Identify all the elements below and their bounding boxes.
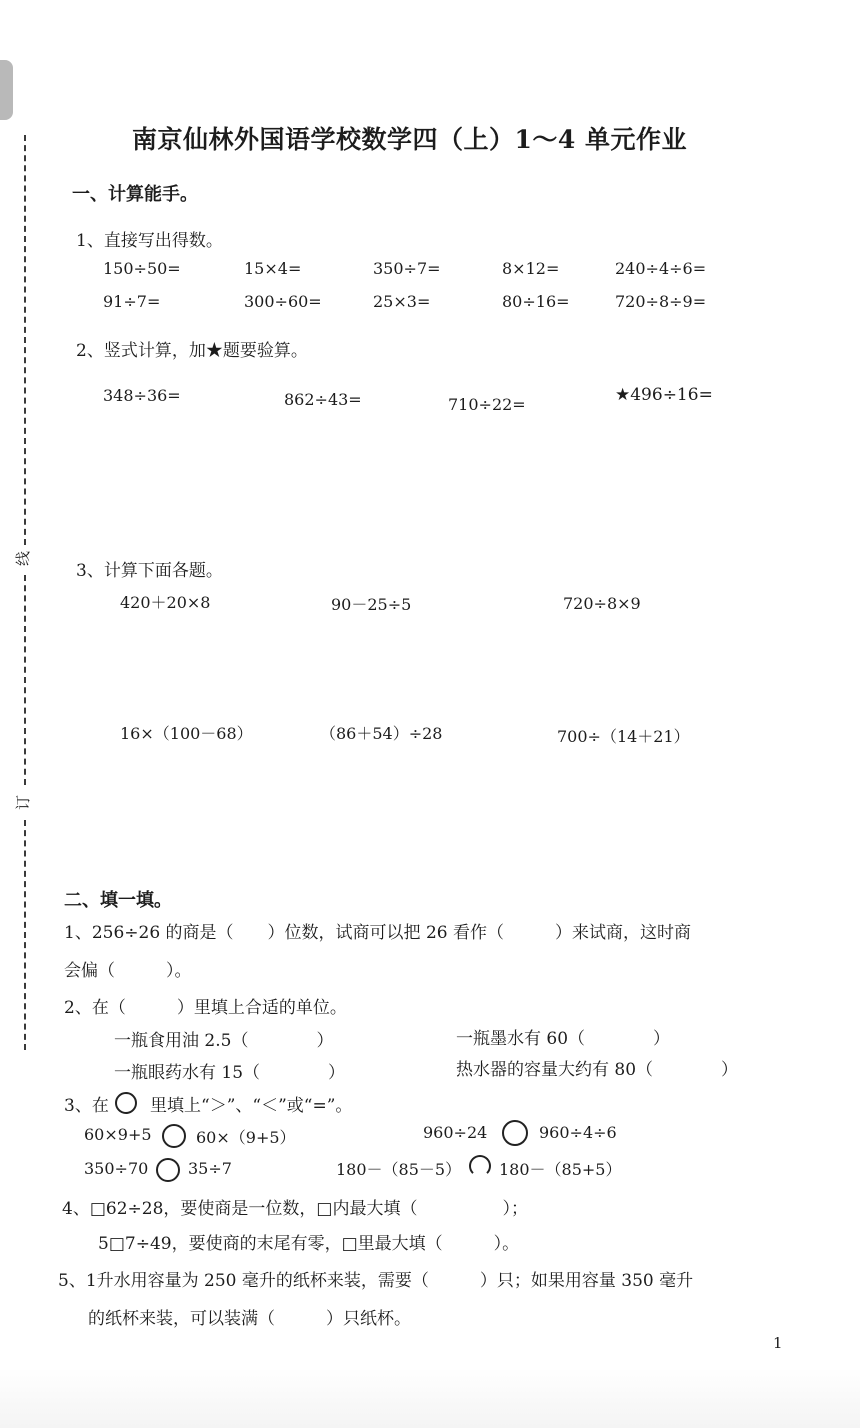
oral-calc-item: 150÷50= xyxy=(103,259,181,278)
fill-q3-label-b: 里填上“＞”、“＜”或“=”。 xyxy=(150,1096,353,1116)
vertical-calc-item: 862÷43= xyxy=(284,390,362,409)
compare-right-expr: 960÷4÷6 xyxy=(539,1123,617,1142)
binding-dashed-line xyxy=(24,820,26,1050)
fill-q1-line2: 会偏（ ）。 xyxy=(64,961,192,981)
fill-q3-label-a: 3、在 xyxy=(64,1096,109,1116)
compare-right-expr: 35÷7 xyxy=(188,1159,232,1178)
compare-circle-icon xyxy=(469,1155,491,1177)
mixed-calc-item: 720÷8×9 xyxy=(563,594,641,613)
q3-label: 3、计算下面各题。 xyxy=(76,561,223,581)
unit-blank-item: 一瓶食用油 2.5（ ） xyxy=(114,1031,334,1051)
mixed-calc-item: （86＋54）÷28 xyxy=(320,724,443,743)
mixed-calc-item: 16×（100－68） xyxy=(120,724,253,743)
q1-label: 1、直接写出得数。 xyxy=(76,231,223,251)
vertical-calc-item: 348÷36= xyxy=(103,386,181,405)
binding-mark-xian: 线 xyxy=(14,550,33,567)
fill-q2-label: 2、在（ ）里填上合适的单位。 xyxy=(64,998,347,1018)
unit-blank-item: 一瓶眼药水有 15（ ） xyxy=(114,1063,346,1083)
fill-q5-line1: 5、1升水用容量为 250 毫升的纸杯来装，需要（ ）只；如果用容量 350 毫升 xyxy=(58,1271,694,1291)
binding-mark-ding: 订 xyxy=(14,794,33,811)
oral-calc-item: 80÷16= xyxy=(502,292,570,311)
compare-circle-icon xyxy=(162,1124,186,1148)
oral-calc-item: 8×12= xyxy=(502,259,560,278)
compare-left-expr: 60×9+5 xyxy=(84,1125,152,1144)
section2-heading: 二、填一填。 xyxy=(64,890,172,911)
mixed-calc-item: 700÷（14＋21） xyxy=(557,727,690,746)
unit-blank-item: 热水器的容量大约有 80（ ） xyxy=(456,1060,739,1080)
oral-calc-item: 91÷7= xyxy=(103,292,161,311)
compare-right-expr: 60×（9+5） xyxy=(196,1128,296,1147)
compare-right-expr: 180－（85+5） xyxy=(499,1160,622,1179)
unit-blank-item: 一瓶墨水有 60（ ） xyxy=(456,1029,671,1049)
vertical-calc-item-star: ★496÷16= xyxy=(615,385,713,405)
compare-circle-icon xyxy=(502,1120,528,1146)
binding-dashed-line xyxy=(24,135,26,545)
oral-calc-item: 350÷7= xyxy=(373,259,441,278)
photo-bottom-shade xyxy=(0,1368,860,1428)
q2-label: 2、竖式计算，加★题要验算。 xyxy=(76,341,308,361)
page-number: 1 xyxy=(773,1334,783,1352)
fill-q4-line2: 5□7÷49，要使商的末尾有零，□里最大填（ ）。 xyxy=(98,1234,520,1254)
oral-calc-item: 15×4= xyxy=(244,259,302,278)
compare-circle-icon xyxy=(115,1092,137,1114)
vertical-calc-item: 710÷22= xyxy=(448,395,526,414)
page-title: 南京仙林外国语学校数学四（上）1～4 单元作业 xyxy=(132,125,687,154)
page-edge-tab xyxy=(0,60,13,120)
section1-heading: 一、计算能手。 xyxy=(72,184,198,205)
oral-calc-item: 720÷8÷9= xyxy=(615,292,707,311)
fill-q1-line1: 1、256÷26 的商是（ ）位数，试商可以把 26 看作（ ）来试商，这时商 xyxy=(64,923,691,943)
compare-left-expr: 960÷24 xyxy=(423,1123,488,1142)
oral-calc-item: 300÷60= xyxy=(244,292,322,311)
mixed-calc-item: 90－25÷5 xyxy=(331,595,412,614)
fill-q5-line2: 的纸杯来装，可以装满（ ）只纸杯。 xyxy=(88,1309,411,1329)
compare-left-expr: 180－（85－5） xyxy=(336,1160,462,1179)
fill-q4-line1: 4、□62÷28，要使商是一位数，□内最大填（ ）； xyxy=(62,1199,528,1219)
mixed-calc-item: 420＋20×8 xyxy=(120,593,211,612)
compare-circle-icon xyxy=(156,1158,180,1182)
oral-calc-item: 25×3= xyxy=(373,292,431,311)
oral-calc-item: 240÷4÷6= xyxy=(615,259,707,278)
compare-left-expr: 350÷70 xyxy=(84,1159,149,1178)
binding-dashed-line xyxy=(24,575,26,785)
